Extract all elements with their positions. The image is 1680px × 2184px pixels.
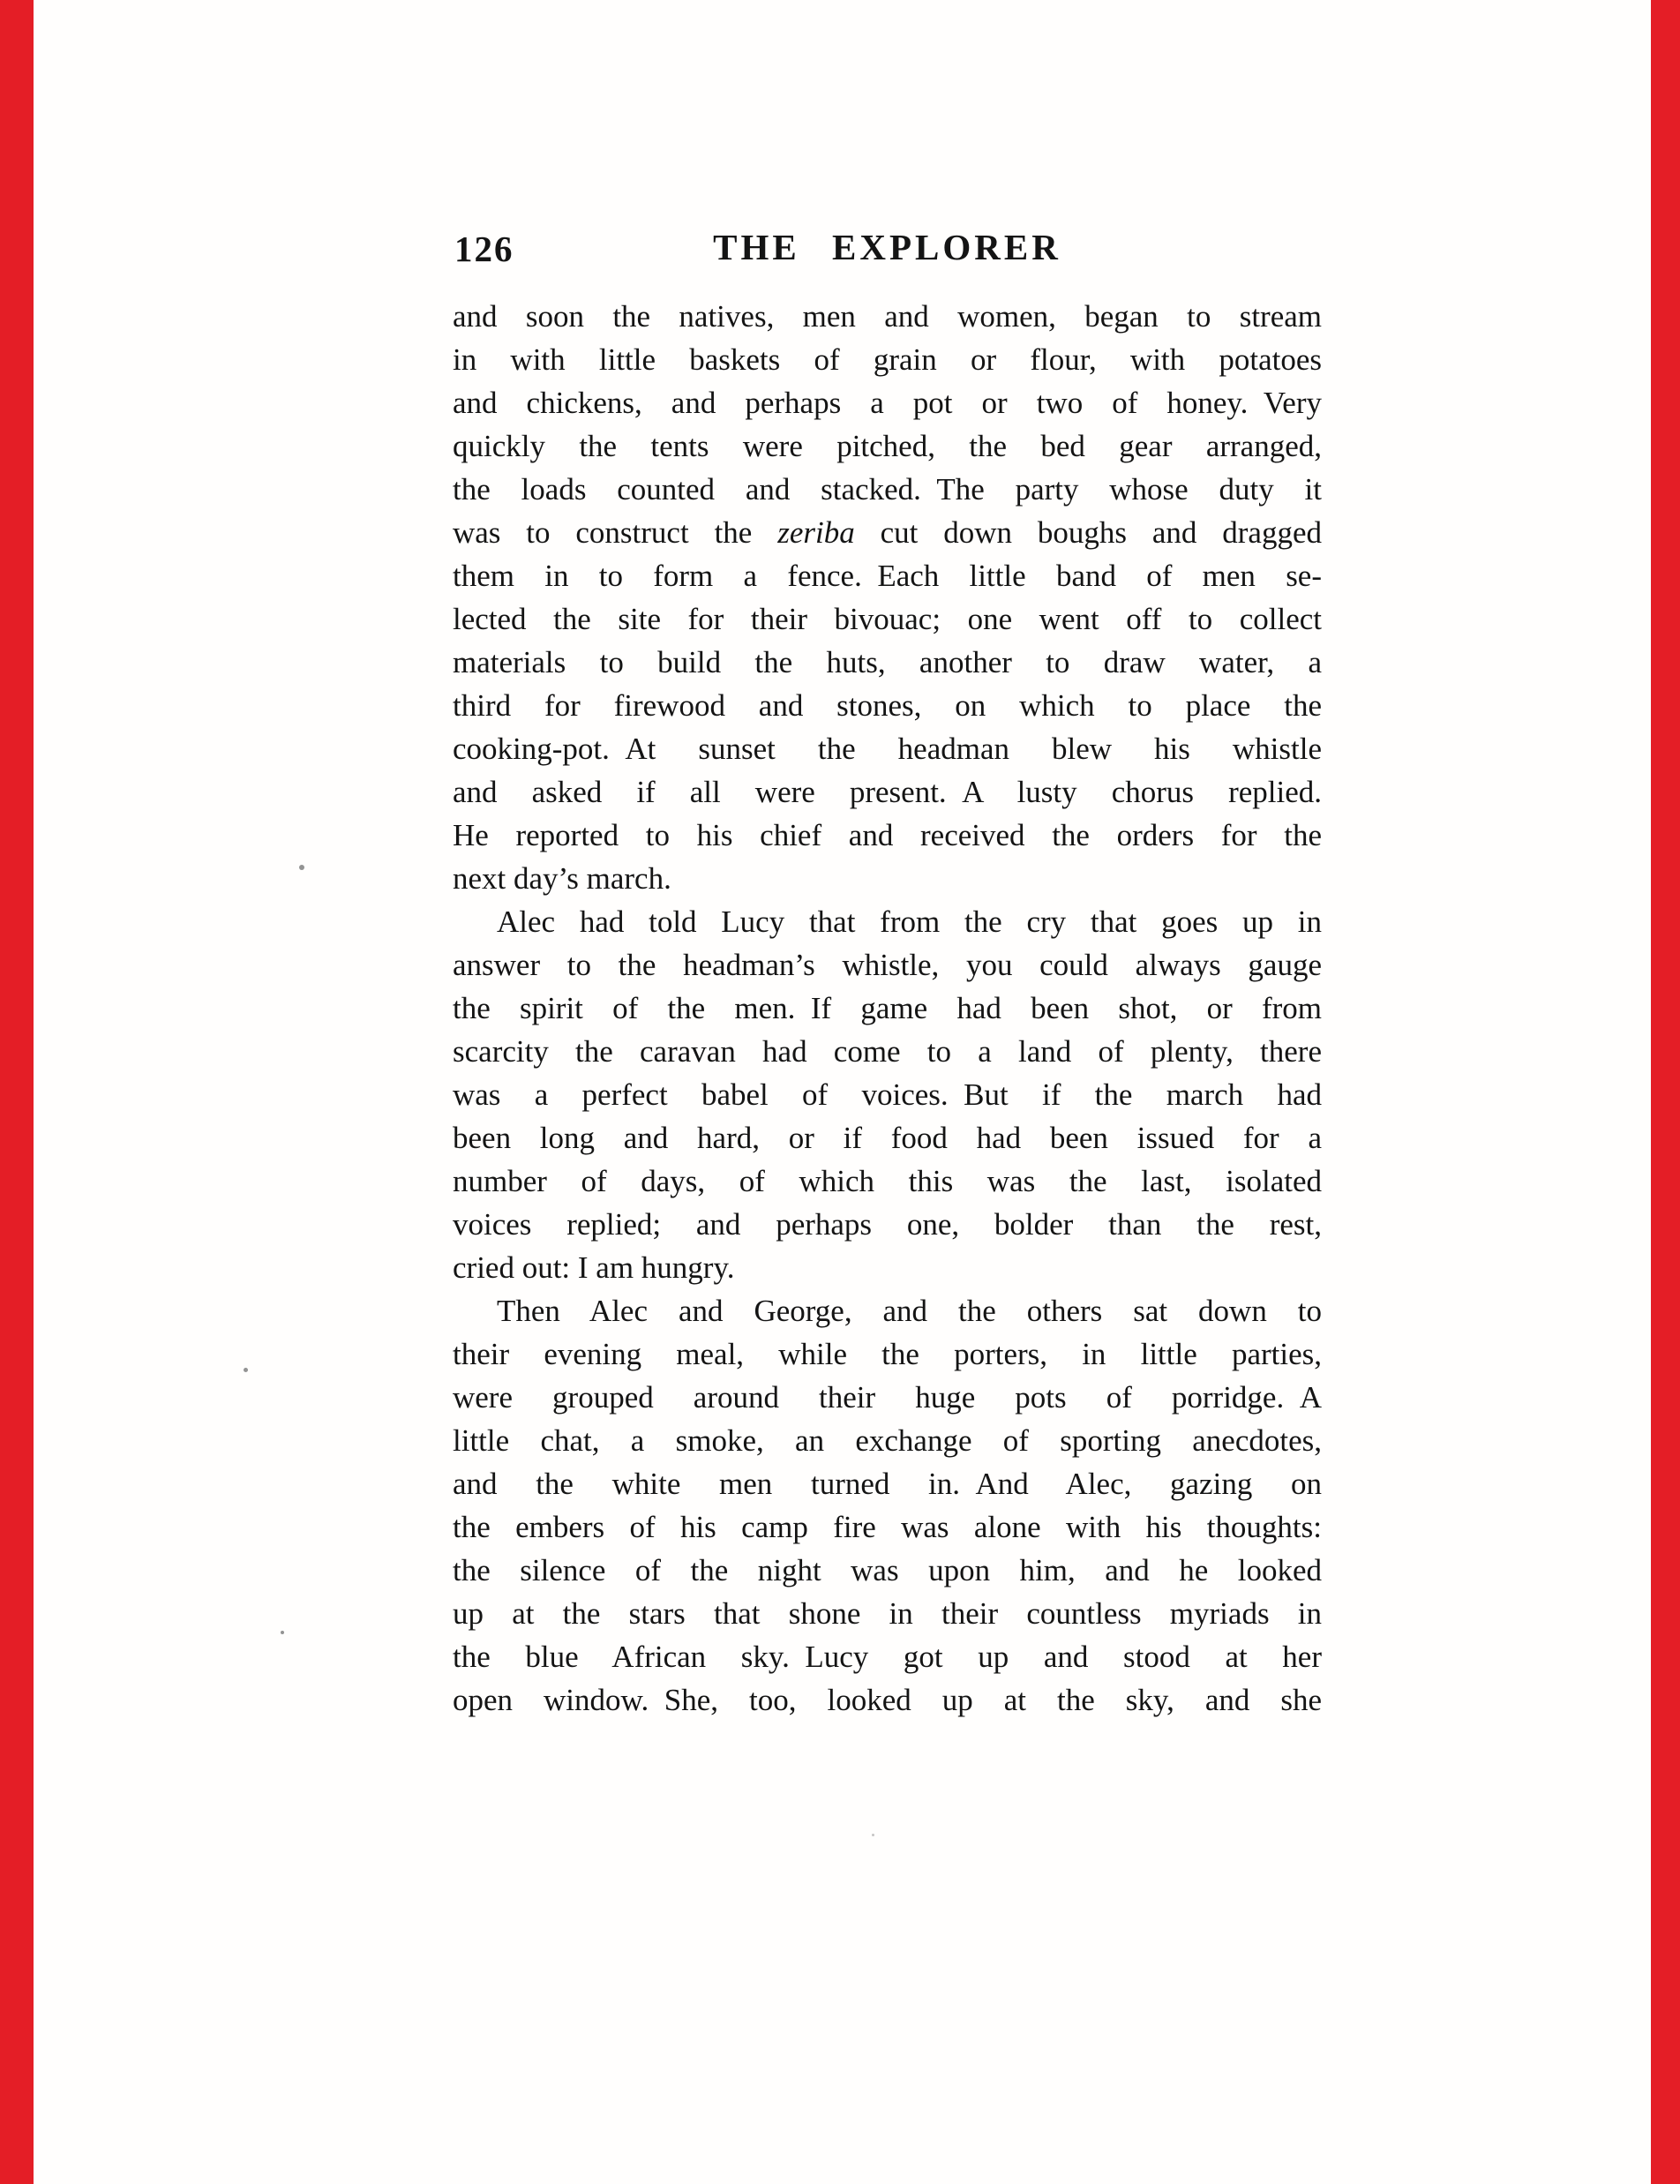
red-edge-left <box>0 0 34 2184</box>
text-line: cried out: I am hungry. <box>453 1250 735 1285</box>
page-title: THE EXPLORER <box>713 227 1061 267</box>
text-line: quickly the tents were pitched, the bed gear arranged, <box>453 429 1322 463</box>
page-header <box>453 222 1322 277</box>
paragraph <box>453 900 1322 1289</box>
paragraph <box>453 295 1322 900</box>
text-line: He reported to his chief and received the orders for the <box>453 818 1322 852</box>
text-line: the blue African sky. Lucy got up and stood at her <box>453 1640 1322 1674</box>
text-line: was to construct the zeriba cut down boughs and dragged <box>453 515 1322 550</box>
text-line: little chat, a smoke, an exchange of sporting anecdotes, <box>453 1423 1322 1458</box>
text-line: materials to build the huts, another to draw water, a <box>453 645 1322 679</box>
text-line: and the white men turned in. And Alec, gazing on <box>453 1467 1322 1501</box>
text-line: cooking-pot. At sunset the headman blew his whistle <box>453 732 1322 766</box>
text-line: them in to form a fence. Each little band of men se- <box>453 559 1322 593</box>
text-line: third for firewood and stones, on which to place the <box>453 688 1322 723</box>
text-line: open window. She, too, looked up at the sky, and she <box>453 1683 1322 1717</box>
page-content <box>453 222 1322 1722</box>
text-line: and chickens, and perhaps a pot or two of honey. Very <box>453 386 1322 420</box>
text-line: the loads counted and stacked. The party whose duty it <box>453 472 1322 507</box>
text-line: Then Alec and George, and the others sat down to <box>497 1294 1322 1328</box>
text-line: the spirit of the men. If game had been shot, or from <box>453 991 1322 1025</box>
text-line: their evening meal, while the porters, in little parties, <box>453 1337 1322 1371</box>
text-line: were grouped around their huge pots of porridge. A <box>453 1380 1322 1415</box>
text-line: Alec had told Lucy that from the cry that goes up in <box>497 904 1322 939</box>
scan-speck <box>281 1631 284 1634</box>
text-line: the silence of the night was upon him, and he looked <box>453 1553 1322 1587</box>
page-number: 126 <box>454 229 514 269</box>
text-line: and soon the natives, men and women, began to stream <box>453 299 1322 334</box>
paragraph <box>453 1289 1322 1722</box>
text-line: next day’s march. <box>453 861 671 896</box>
text-line: and asked if all were present. A lusty chorus replied. <box>453 775 1322 809</box>
scan-speck <box>872 1834 874 1836</box>
text-line: lected the site for their bivouac; one went off to collect <box>453 602 1322 636</box>
text-line: in with little baskets of grain or flour, with potatoes <box>453 342 1322 377</box>
scan-speck <box>244 1368 248 1372</box>
text-line: been long and hard, or if food had been issued for a <box>453 1121 1322 1155</box>
text-line: the embers of his camp fire was alone with his thoughts: <box>453 1510 1322 1544</box>
text-line: number of days, of which this was the last, isolated <box>453 1164 1322 1198</box>
text-line: scarcity the caravan had come to a land of plenty, there <box>453 1034 1322 1069</box>
text-block <box>453 295 1322 1722</box>
text-line: up at the stars that shone in their countless myriads in <box>453 1596 1322 1631</box>
text-line: was a perfect babel of voices. But if the march had <box>453 1077 1322 1112</box>
red-edge-right <box>1651 0 1680 2184</box>
scan-speck <box>299 865 304 870</box>
text-line: answer to the headman’s whistle, you could always gauge <box>453 948 1322 982</box>
text-line: voices replied; and perhaps one, bolder than the rest, <box>453 1207 1322 1242</box>
